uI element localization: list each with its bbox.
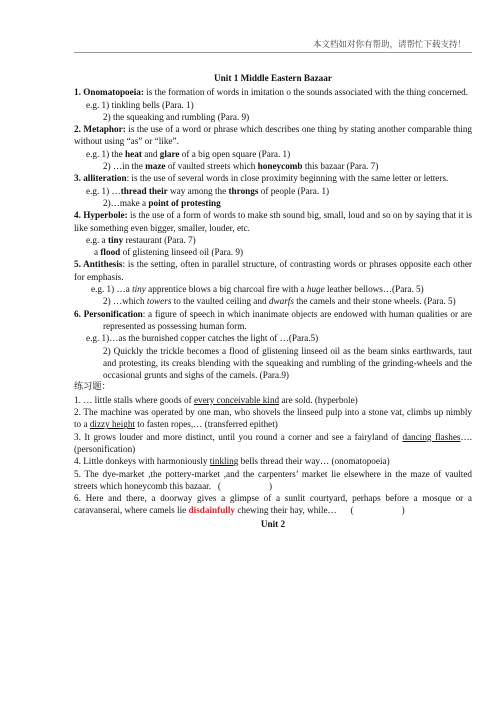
header-divider [74, 52, 472, 53]
definition-text: : is the setting, often in parallel structure, of contrasting words or phrases opposite each other for emphasis. [74, 259, 472, 282]
example-line: 2) …in the maze of vaulted streets which honeycomb this bazaar (Para. 7) [103, 161, 379, 172]
definition-text: is the formation of words in imitation o the sounds associated with the thing concerned. [143, 87, 468, 98]
term-antithesis: 5. Antithesis [74, 259, 123, 270]
term-metaphor: 2. Metaphor: [74, 124, 126, 135]
example-line: e.g. 1)…as the burnished copper catches the light of …(Para.5) [86, 333, 319, 344]
antithesis-definition [74, 258, 472, 283]
personification-definition [74, 308, 472, 333]
example-line: 2) the squeaking and rumbling (Para. 9) [103, 111, 250, 122]
exercise-item: 5. The dye-market ,the pottery-market ,and the carpenters’ market lie elsewhere in the maze of vaulted streets which honeycomb this bazaar. ( ) [74, 468, 472, 491]
example-line: e.g. 1) tinkling bells (Para. 1) [86, 99, 194, 110]
exercise-item: 2. The machine was operated by one man, who shovels the linseed pulp into a stone vat, climbs up nimbly to a dizzy height to fasten ropes,… (transferred epithet) [74, 407, 472, 430]
definition-text: is the use of a form of words to make sth sound big, small, loud and so on by saying that it is like something even bigger, smaller, louder, etc. [74, 210, 472, 233]
answer-blank-close: ) [268, 480, 273, 491]
example-line: e.g. 1) …a tiny apprentice blows a big charcoal fire with a huge leather bellows…(Para. 5) [91, 284, 424, 295]
term-personification: 6. Personification [74, 308, 143, 319]
definition-text: is the use of a word or phrase which describes one thing by stating another comparable thing without using “as” or “like”. [74, 124, 473, 147]
answer-blank-open: ( [217, 480, 221, 491]
example-line: 2)…make a point of protesting [103, 197, 221, 208]
exercise-item: 6. Here and there, a doorway gives a glimpse of a sunlit courtyard, perhaps before a mosque or a caravanserai, where camels lie disdainfully chewing their hay, while… ( ) [74, 493, 472, 516]
term-alliteration: 3. alliteration [74, 173, 127, 184]
example-line: 2) Quickly the trickle becomes a flood of glistening linseed oil as the beam sinks earthwards, taut and protesting, its creaks blending with the squeaking and rumbling of the grinding-wheels and the occasional grunts and sighs of the camels. (Para.9) [103, 345, 472, 381]
example-line: a flood of glistening linseed oil (Para. 9) [94, 247, 244, 258]
exercises-heading: 练习题： [74, 381, 111, 393]
metaphor-definition [74, 123, 472, 148]
document-body [74, 72, 472, 530]
exercise-item: 3. It grows louder and more distinct, until you round a corner and see a fairyland of dancing flashes…. (personification) [74, 431, 472, 454]
example-line: e.g. 1) …thread their way among the throngs of people (Para. 1) [86, 185, 330, 196]
answer-blank-close: ) [401, 505, 405, 516]
example-line: 2) …which towers to the vaulted ceiling and dwarfs the camels and their stone wheels. (Para. 5) [103, 296, 456, 307]
header-note: 本文档如对你有帮助，请帮忙下载支持！ [312, 40, 466, 50]
hyperbole-definition [74, 209, 472, 234]
page-title: Unit 1 Middle Eastern Bazaar [214, 73, 332, 83]
definition-text: : is the use of several words in close proximity beginning with the same letter or letters. [126, 173, 449, 184]
example-line: e.g. a tiny restaurant (Para. 7) [86, 234, 196, 245]
answer-blank-open: ( [350, 505, 354, 516]
onomatopoeia-definition [74, 86, 472, 98]
alliteration-definition [74, 172, 472, 184]
exercise-item: 1. … little stalls where goods of every conceivable kind are sold. (hyperbole) [74, 394, 358, 405]
definition-text: : a figure of speech in which inanimate objects are endowed with human qualities or are represented as possessing human form. [103, 308, 472, 331]
term-onomatopoeia: 1. Onomatopoeia: [74, 87, 144, 98]
term-hyperbole: 4. Hyperbole: [74, 210, 128, 221]
example-line: e.g. 1) the heat and glare of a big open square (Para. 1) [86, 148, 291, 159]
exercise-item: 4. Little donkeys with harmoniously tinkling bells thread their way… (onomatopoeia) [74, 456, 390, 467]
next-unit-heading: Unit 2 [260, 518, 286, 529]
